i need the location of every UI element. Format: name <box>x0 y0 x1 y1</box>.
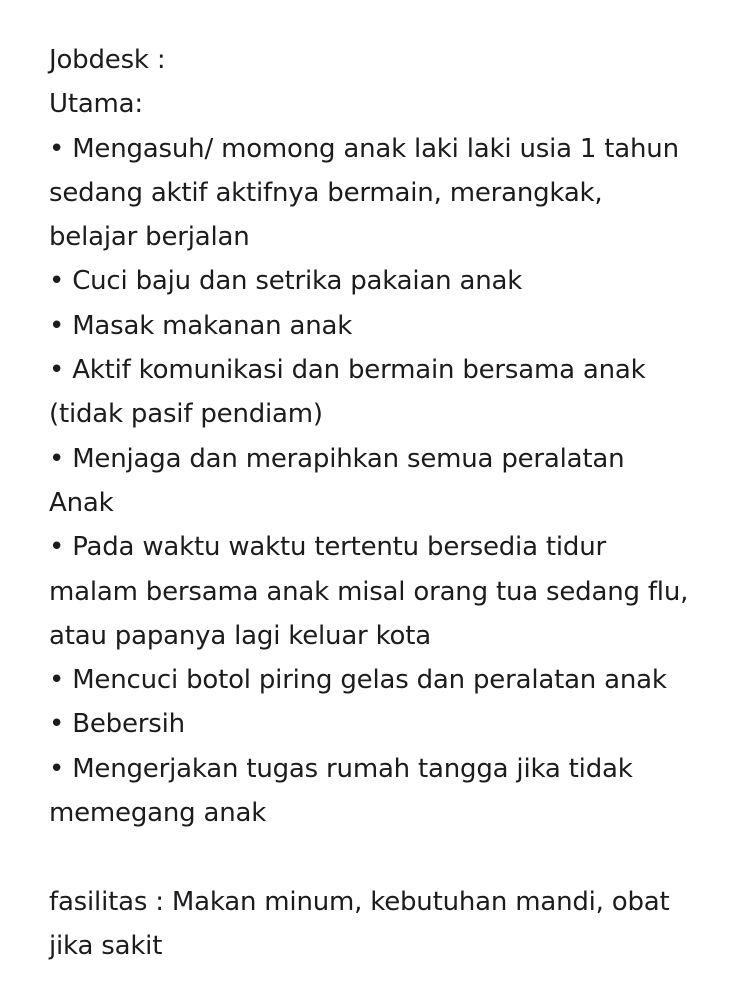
note-body <box>49 38 729 968</box>
note-line: • Cuci baju dan setrika pakaian anak <box>49 266 523 297</box>
note-line: sedang aktif aktifnya bermain, merangkak, <box>49 177 603 208</box>
note-heading: Jobdesk : <box>49 45 166 75</box>
paragraph-spacer <box>49 835 729 879</box>
note-line: • Aktif komunikasi dan bermain bersama anak <box>49 355 646 386</box>
note-line: • Mengasuh/ momong anak laki laki usia 1 tahun <box>49 133 679 164</box>
note-line: • Menjaga dan merapihkan semua peralatan <box>49 443 625 474</box>
note-line: memegang anak <box>49 798 267 829</box>
note-line: malam bersama anak misal orang tua sedang flu, <box>49 576 689 607</box>
note-line: • Mencuci botol piring gelas dan peralatan anak <box>49 665 667 696</box>
facilities-line: jika sakit <box>49 930 163 961</box>
note-line: atau papanya lagi keluar kota <box>49 620 431 651</box>
note-line: belajar berjalan <box>49 222 250 253</box>
facilities-line: fasilitas : Makan minum, kebutuhan mandi, obat <box>49 886 670 917</box>
note-line: • Bebersih <box>49 709 185 740</box>
note-line: • Pada waktu waktu tertentu bersedia tidur <box>49 532 606 563</box>
note-subheading: Utama: <box>49 89 143 120</box>
note-line: Anak <box>49 487 114 518</box>
note-line: • Mengerjakan tugas rumah tangga jika tidak <box>49 753 633 784</box>
note-line: (tidak pasif pendiam) <box>49 399 323 430</box>
note-line: • Masak makanan anak <box>49 310 353 341</box>
